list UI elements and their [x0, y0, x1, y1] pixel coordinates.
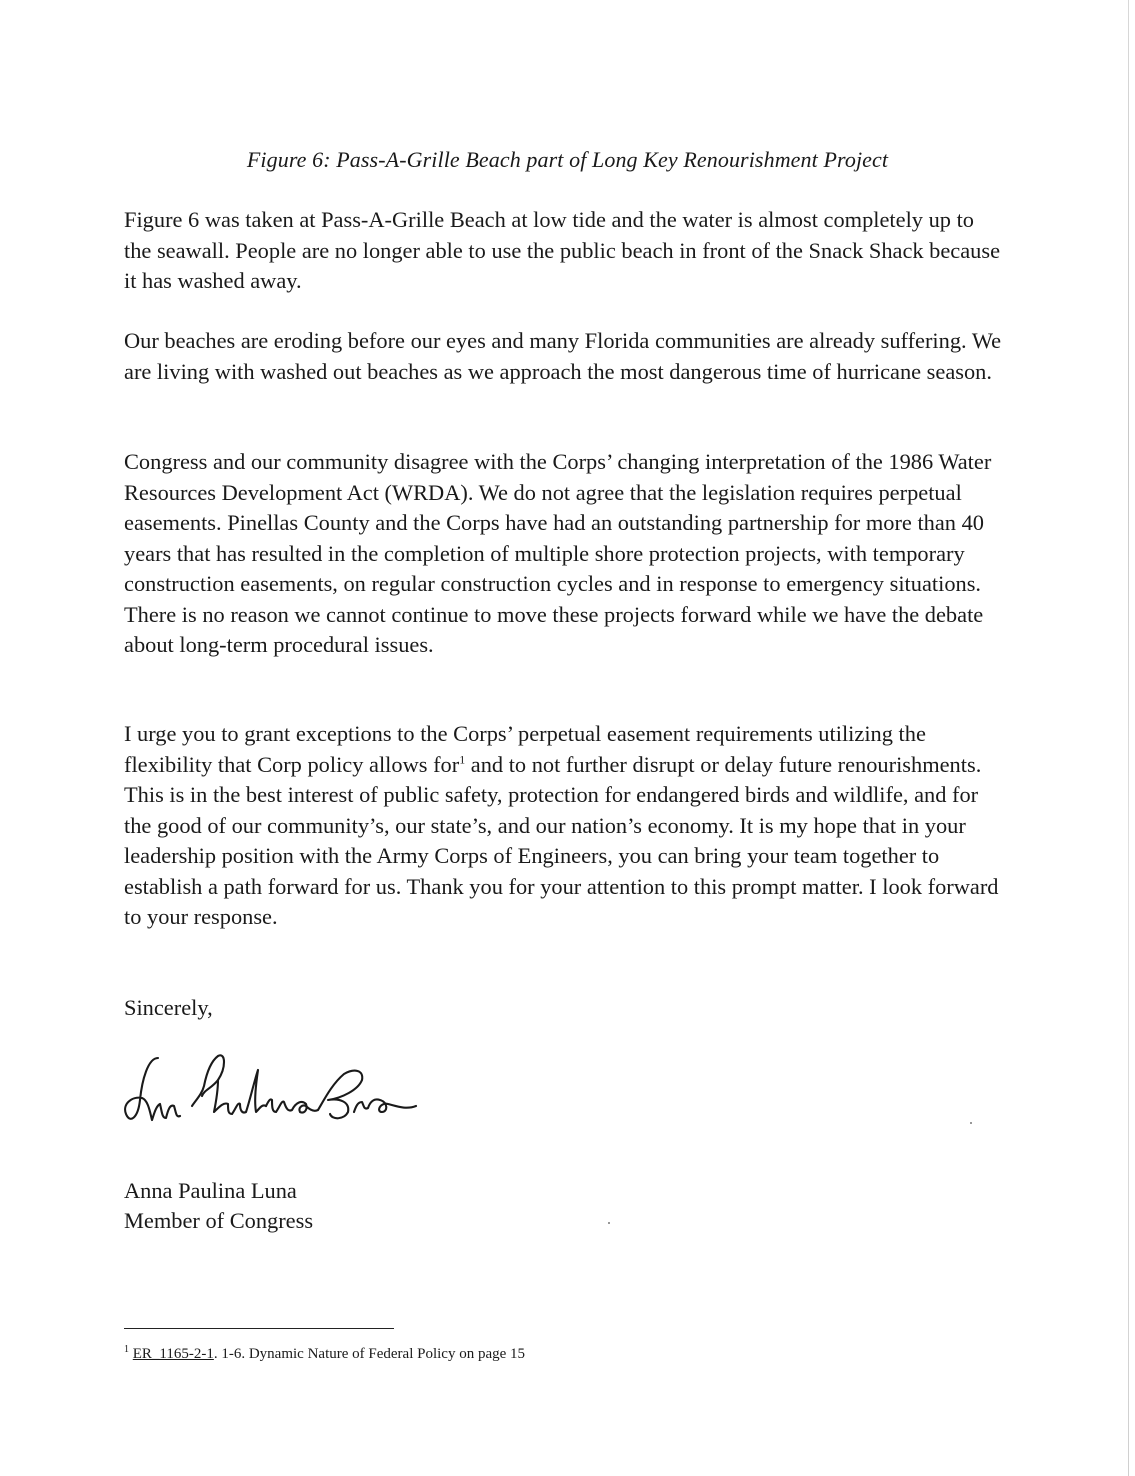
- signer-title: Member of Congress: [124, 1208, 314, 1233]
- request-text-start: I urge you to grant exceptions to the Corps’ perpetual easement requirements utilizing the flexibility that Corp policy allows for: [124, 721, 926, 777]
- request-text-end: and to not further disrupt or delay future renourishments. This is in the best interest of public safety, protection for endangered birds and wildlife, and for the good of our community’s, our state’s, and our nation’s economy. It is my hope that in your leadership position with the Army Corps of Engineers, you can bring your team together to establish a path forward for us. Thank you for your attention to this prompt matter. I look forward to your response.: [124, 751, 999, 929]
- paragraph-figure-description: Figure 6 was taken at Pass-A-Grille Beach at low tide and the water is almost completely up to the seawall. People are no longer able to use the public beach in front of the Snack Shack because it has washed away.: [124, 207, 1001, 293]
- scan-edge: [1128, 0, 1129, 1476]
- footnote-divider: [124, 1328, 394, 1329]
- closing: Sincerely,: [124, 995, 213, 1020]
- footnote: [124, 1344, 525, 1364]
- paragraph-request: [124, 719, 1004, 933]
- figure-caption: Figure 6: Pass-A-Grille Beach part of Long Key Renourishment Project: [246, 147, 889, 172]
- footnote-marker: 1: [459, 752, 466, 767]
- paragraph-beach-erosion: Our beaches are eroding before our eyes and many Florida communities are already suffering. We are living with washed out beaches as we approach the most dangerous time of hurricane season.: [124, 328, 1002, 384]
- footnote-number: 1: [124, 1344, 129, 1355]
- paragraph-wrda-interpretation: Congress and our community disagree with the Corps’ changing interpretation of the 1986 Water Resources Development Act (WRDA). We do not agree that the legislation requires perpetual easements. Pinellas County and the Corps have had an outstanding partnership for more than 40 years that has resulted in the completion of multiple shore protection projects, with temporary construction easements, on regular construction cycles and in response to emergency situations. There is no reason we cannot continue to move these projects forward while we have the debate about long-term procedural issues.: [124, 449, 992, 657]
- footnote-reference-link[interactable]: ER_1165-2-1: [132, 1346, 214, 1362]
- footnote-text: . 1-6. Dynamic Nature of Federal Policy on page 15: [213, 1346, 526, 1362]
- scan-speck: [608, 1222, 610, 1224]
- handwritten-signature: [118, 1040, 428, 1140]
- scan-speck: [970, 1122, 972, 1124]
- signer-name: Anna Paulina Luna: [124, 1178, 297, 1203]
